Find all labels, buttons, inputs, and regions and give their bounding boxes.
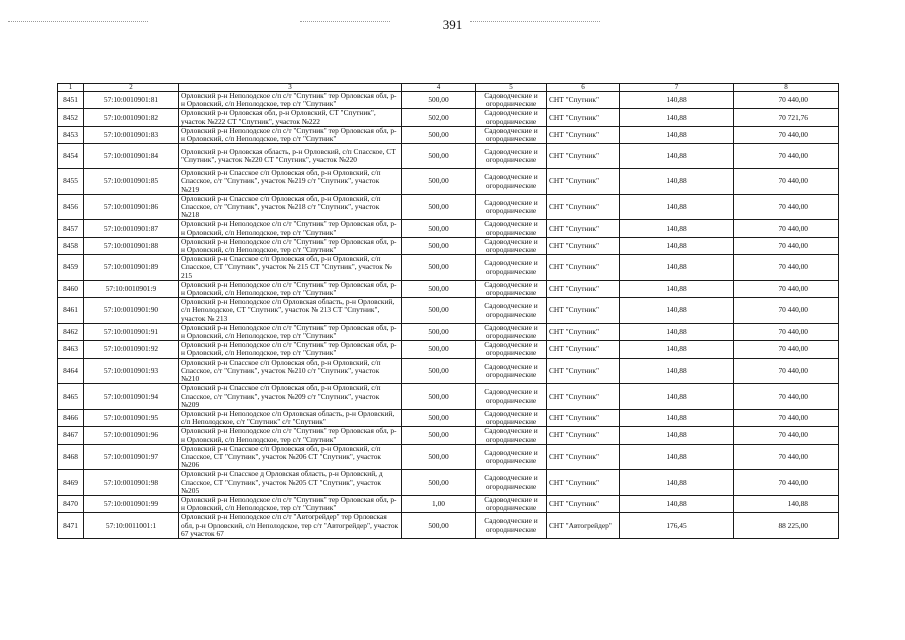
specific-value-cell: 140,88 — [620, 237, 734, 254]
row-number: 8460 — [58, 280, 84, 297]
row-number: 8467 — [58, 427, 84, 444]
land-use-cell: Садоводческие и огороднические — [476, 513, 547, 539]
cadastral-number: 57:10:0010901:82 — [84, 109, 179, 126]
land-use-cell: Садоводческие и огороднические — [476, 495, 547, 512]
area-cell: 500,00 — [402, 470, 476, 496]
address-cell: Орловский р-н Неполодское с/п с/т "Спутник" тер Орловская обл, р-н Орловский, с/п Неполодское, тер с/т "Спутник" — [179, 427, 402, 444]
cadastral-number: 57:10:0010901:9 — [84, 280, 179, 297]
col-header-3: 3 — [179, 84, 402, 92]
organization-cell: СНТ "Спутник" — [547, 323, 620, 340]
table-row — [58, 126, 839, 143]
land-use-cell: Садоводческие и огороднические — [476, 220, 547, 237]
cadastral-value-cell: 70 440,00 — [734, 323, 839, 340]
table-row — [58, 220, 839, 237]
row-number: 8461 — [58, 298, 84, 324]
area-cell: 500,00 — [402, 92, 476, 109]
cadastral-value-cell: 70 440,00 — [734, 280, 839, 297]
specific-value-cell: 140,88 — [620, 92, 734, 109]
organization-cell: СНТ "Спутник" — [547, 409, 620, 426]
col-header-1: 1 — [58, 84, 84, 92]
cadastral-number: 57:10:0010901:92 — [84, 341, 179, 358]
table-row — [58, 409, 839, 426]
area-cell: 500,00 — [402, 409, 476, 426]
row-number: 8468 — [58, 444, 84, 470]
cadastral-value-cell: 70 440,00 — [734, 144, 839, 169]
address-cell: Орловский р-н Спасское с/п Орловская обл, р-н Орловский, с/п Спасское, с/т "Спутник", участок №209 с/т "Спутник", участок №209 — [179, 384, 402, 410]
address-cell: Орловский р-н Неполодское с/п с/т "Автогрейдер" тер Орловская обл, р-н Орловский, с/п Неполодское, тер с/т "Автогрейдер", участок 67 участок 67 — [179, 513, 402, 539]
cadastral-value-cell: 70 440,00 — [734, 384, 839, 410]
specific-value-cell: 140,88 — [620, 298, 734, 324]
table-row — [58, 495, 839, 512]
specific-value-cell: 140,88 — [620, 495, 734, 512]
land-register-table — [57, 83, 839, 539]
area-cell: 500,00 — [402, 144, 476, 169]
row-number: 8462 — [58, 323, 84, 340]
specific-value-cell: 140,88 — [620, 323, 734, 340]
land-use-cell: Садоводческие и огороднические — [476, 444, 547, 470]
specific-value-cell: 140,88 — [620, 341, 734, 358]
address-cell: Орловский р-н Неполодское с/п с/т "Спутник" тер Орловская обл, р-н Орловский, с/п Неполодское, тер с/т "Спутник" — [179, 495, 402, 512]
row-number: 8464 — [58, 358, 84, 384]
land-use-cell: Садоводческие и огороднические — [476, 323, 547, 340]
specific-value-cell: 140,88 — [620, 126, 734, 143]
cadastral-value-cell: 70 440,00 — [734, 298, 839, 324]
cadastral-number: 57:10:0011001:1 — [84, 513, 179, 539]
area-cell: 500,00 — [402, 384, 476, 410]
land-use-cell: Садоводческие и огороднические — [476, 384, 547, 410]
area-cell: 500,00 — [402, 444, 476, 470]
address-cell: Орловский р-н Неполодское с/п с/т "Спутник" тер Орловская обл, р-н Орловский, с/п Неполодское, тер с/т "Спутник" — [179, 126, 402, 143]
land-use-cell: Садоводческие и огороднические — [476, 280, 547, 297]
area-cell: 500,00 — [402, 358, 476, 384]
table-row — [58, 109, 839, 126]
organization-cell: СНТ "Спутник" — [547, 92, 620, 109]
table-row — [58, 384, 839, 410]
organization-cell: СНТ "Спутник" — [547, 169, 620, 195]
area-cell: 500,00 — [402, 220, 476, 237]
address-cell: Орловский р-н Спасское с/п Орловская обл, р-н Орловский, с/п Спасское, СТ "Спутник", участок № 215 СТ "Спутник", участок № 215 — [179, 255, 402, 281]
column-number-row — [58, 84, 839, 92]
specific-value-cell: 140,88 — [620, 409, 734, 426]
table-row — [58, 427, 839, 444]
area-cell: 500,00 — [402, 427, 476, 444]
cadastral-number: 57:10:0010901:94 — [84, 384, 179, 410]
cadastral-number: 57:10:0010901:93 — [84, 358, 179, 384]
area-cell: 500,00 — [402, 298, 476, 324]
organization-cell: СНТ "Спутник" — [547, 358, 620, 384]
area-cell: 500,00 — [402, 280, 476, 297]
cadastral-value-cell: 70 440,00 — [734, 427, 839, 444]
area-cell: 500,00 — [402, 255, 476, 281]
land-use-cell: Садоводческие и огороднические — [476, 237, 547, 254]
cadastral-number: 57:10:0010901:97 — [84, 444, 179, 470]
address-cell: Орловский р-н Неполодское с/п с/т "Спутник" тер Орловская обл, р-н Орловский, с/п Неполодское, тер с/т "Спутник" — [179, 92, 402, 109]
col-header-2: 2 — [84, 84, 179, 92]
land-use-cell: Садоводческие и огороднические — [476, 341, 547, 358]
organization-cell: СНТ "Автогрейдер" — [547, 513, 620, 539]
cadastral-value-cell: 70 440,00 — [734, 126, 839, 143]
specific-value-cell: 140,88 — [620, 427, 734, 444]
cadastral-number: 57:10:0010901:99 — [84, 495, 179, 512]
cadastral-value-cell: 70 440,00 — [734, 470, 839, 496]
organization-cell: СНТ "Спутник" — [547, 427, 620, 444]
cadastral-number: 57:10:0010901:83 — [84, 126, 179, 143]
land-use-cell: Садоводческие и огороднические — [476, 255, 547, 281]
cadastral-number: 57:10:0010901:87 — [84, 220, 179, 237]
row-number: 8453 — [58, 126, 84, 143]
organization-cell: СНТ "Спутник" — [547, 298, 620, 324]
area-cell: 500,00 — [402, 194, 476, 220]
specific-value-cell: 140,88 — [620, 444, 734, 470]
table-row — [58, 341, 839, 358]
organization-cell: СНТ "Спутник" — [547, 280, 620, 297]
area-cell: 500,00 — [402, 323, 476, 340]
address-cell: Орловский р-н Спасское д Орловская область, р-н Орловский, д Спасское, СТ "Спутник", участок №205 СТ "Спутник", участок №205 — [179, 470, 402, 496]
page-number: 391 — [442, 17, 463, 32]
land-use-cell: Садоводческие и огороднические — [476, 194, 547, 220]
cadastral-value-cell: 70 721,76 — [734, 109, 839, 126]
organization-cell: СНТ "Спутник" — [547, 470, 620, 496]
area-cell: 500,00 — [402, 341, 476, 358]
table-row — [58, 280, 839, 297]
organization-cell: СНТ "Спутник" — [547, 384, 620, 410]
cadastral-number: 57:10:0010901:86 — [84, 194, 179, 220]
row-number: 8451 — [58, 92, 84, 109]
organization-cell: СНТ "Спутник" — [547, 237, 620, 254]
specific-value-cell: 140,88 — [620, 384, 734, 410]
cadastral-value-cell: 140,88 — [734, 495, 839, 512]
address-cell: Орловский р-н Спасское с/п Орловская обл, р-н Орловский, с/п Спасское, с/т "Спутник", участок №218 с/т "Спутник", участок №218 — [179, 194, 402, 220]
cadastral-number: 57:10:0010901:85 — [84, 169, 179, 195]
table-row — [58, 255, 839, 281]
row-number: 8469 — [58, 470, 84, 496]
col-header-6: 6 — [547, 84, 620, 92]
organization-cell: СНТ "Спутник" — [547, 341, 620, 358]
specific-value-cell: 140,88 — [620, 280, 734, 297]
specific-value-cell: 140,88 — [620, 144, 734, 169]
organization-cell: СНТ "Спутник" — [547, 126, 620, 143]
address-cell: Орловский р-н Неполодское с/п с/т "Спутник" тер Орловская обл, р-н Орловский, с/п Неполодское, тер с/т "Спутник" — [179, 323, 402, 340]
col-header-5: 5 — [476, 84, 547, 92]
table-row — [58, 144, 839, 169]
table-row — [58, 237, 839, 254]
row-number: 8455 — [58, 169, 84, 195]
col-header-4: 4 — [402, 84, 476, 92]
specific-value-cell: 176,45 — [620, 513, 734, 539]
table-row — [58, 358, 839, 384]
organization-cell: СНТ "Спутник" — [547, 255, 620, 281]
row-number: 8452 — [58, 109, 84, 126]
area-cell: 500,00 — [402, 237, 476, 254]
cadastral-number: 57:10:0010901:98 — [84, 470, 179, 496]
row-number: 8456 — [58, 194, 84, 220]
address-cell: Орловский р-н Спасское с/п Орловская обл, р-н Орловский, с/п Спасское, с/т "Спутник", участок №219 с/т "Спутник", участок №219 — [179, 169, 402, 195]
specific-value-cell: 140,88 — [620, 169, 734, 195]
table-row — [58, 92, 839, 109]
address-cell: Орловский р-н Неполодское с/п с/т "Спутник" тер Орловская обл, р-н Орловский, с/п Неполодское, тер с/т "Спутник" — [179, 220, 402, 237]
specific-value-cell: 140,88 — [620, 255, 734, 281]
land-use-cell: Садоводческие и огороднические — [476, 92, 547, 109]
col-header-7: 7 — [620, 84, 734, 92]
address-cell: Орловский р-н Спасское с/п Орловская обл, р-н Орловский, с/п Спасское, с/т "Спутник", участок №210 с/т "Спутник", участок №210 — [179, 358, 402, 384]
address-cell: Орловский р-н Орловская область, р-н Орловский, с/п Спасское, СТ "Спутник", участок №220 СТ "Спутник", участок №220 — [179, 144, 402, 169]
specific-value-cell: 140,88 — [620, 220, 734, 237]
cadastral-value-cell: 70 440,00 — [734, 169, 839, 195]
area-cell: 500,00 — [402, 513, 476, 539]
row-number: 8465 — [58, 384, 84, 410]
table-row — [58, 298, 839, 324]
organization-cell: СНТ "Спутник" — [547, 194, 620, 220]
land-use-cell: Садоводческие и огороднические — [476, 126, 547, 143]
row-number: 8457 — [58, 220, 84, 237]
area-cell: 500,00 — [402, 126, 476, 143]
area-cell: 1,00 — [402, 495, 476, 512]
table-row — [58, 194, 839, 220]
organization-cell: СНТ "Спутник" — [547, 444, 620, 470]
cadastral-value-cell: 70 440,00 — [734, 255, 839, 281]
table-row — [58, 470, 839, 496]
cadastral-number: 57:10:0010901:81 — [84, 92, 179, 109]
row-number: 8454 — [58, 144, 84, 169]
land-use-cell: Садоводческие и огороднические — [476, 169, 547, 195]
cadastral-number: 57:10:0010901:95 — [84, 409, 179, 426]
cadastral-value-cell: 70 440,00 — [734, 409, 839, 426]
cadastral-number: 57:10:0010901:91 — [84, 323, 179, 340]
address-cell: Орловский р-н Неполодское с/п с/т "Спутник" тер Орловская обл, р-н Орловский, с/п Неполодское, тер с/т "Спутник" — [179, 237, 402, 254]
address-cell: Орловский р-н Неполодское с/п с/т "Спутник" тер Орловская обл, р-н Орловский, с/п Неполодское, тер с/т "Спутник" — [179, 341, 402, 358]
land-use-cell: Садоводческие и огороднические — [476, 358, 547, 384]
row-number: 8471 — [58, 513, 84, 539]
specific-value-cell: 140,88 — [620, 358, 734, 384]
address-cell: Орловский р-н Неполодское с/п Орловская область, р-н Орловский, с/п Неполодское, с/т "Спутник" с/т "Спутник" — [179, 409, 402, 426]
row-number: 8470 — [58, 495, 84, 512]
cadastral-number: 57:10:0010901:90 — [84, 298, 179, 324]
cadastral-value-cell: 70 440,00 — [734, 194, 839, 220]
land-use-cell: Садоводческие и огороднические — [476, 409, 547, 426]
land-use-cell: Садоводческие и огороднические — [476, 144, 547, 169]
address-cell: Орловский р-н Орловская обл, р-н Орловский, СТ "Спутник", участок №222 СТ "Спутник", участок №222 — [179, 109, 402, 126]
row-number: 8463 — [58, 341, 84, 358]
organization-cell: СНТ "Спутник" — [547, 495, 620, 512]
organization-cell: СНТ "Спутник" — [547, 220, 620, 237]
table-row — [58, 323, 839, 340]
cadastral-value-cell: 70 440,00 — [734, 358, 839, 384]
address-cell: Орловский р-н Спасское с/п Орловская обл, р-н Орловский, с/п Спасское, СТ "Спутник", участок №206 СТ "Спутник", участок №206 — [179, 444, 402, 470]
address-cell: Орловский р-н Неполодское с/п Орловская область, р-н Орловский, с/п Неполодское, СТ "Спутник", участок № 213 СТ "Спутник", участок № 213 — [179, 298, 402, 324]
cadastral-number: 57:10:0010901:89 — [84, 255, 179, 281]
cadastral-value-cell: 70 440,00 — [734, 341, 839, 358]
cadastral-value-cell: 88 225,00 — [734, 513, 839, 539]
row-number: 8459 — [58, 255, 84, 281]
register-body — [58, 92, 839, 539]
organization-cell: СНТ "Спутник" — [547, 109, 620, 126]
cadastral-value-cell: 70 440,00 — [734, 92, 839, 109]
cadastral-value-cell: 70 440,00 — [734, 237, 839, 254]
organization-cell: СНТ "Спутник" — [547, 144, 620, 169]
table-row — [58, 444, 839, 470]
table-row — [58, 513, 839, 539]
cadastral-number: 57:10:0010901:88 — [84, 237, 179, 254]
cadastral-number: 57:10:0010901:84 — [84, 144, 179, 169]
land-use-cell: Садоводческие и огороднические — [476, 109, 547, 126]
land-use-cell: Садоводческие и огороднические — [476, 298, 547, 324]
land-use-cell: Садоводческие и огороднические — [476, 427, 547, 444]
specific-value-cell: 140,88 — [620, 470, 734, 496]
row-number: 8458 — [58, 237, 84, 254]
area-cell: 502,00 — [402, 109, 476, 126]
table-row — [58, 169, 839, 195]
specific-value-cell: 140,88 — [620, 194, 734, 220]
cadastral-value-cell: 70 440,00 — [734, 444, 839, 470]
address-cell: Орловский р-н Неполодское с/п с/т "Спутник" тер Орловская обл, р-н Орловский, с/п Неполодское, тер с/т "Спутник" — [179, 280, 402, 297]
cadastral-value-cell: 70 440,00 — [734, 220, 839, 237]
specific-value-cell: 140,88 — [620, 109, 734, 126]
land-use-cell: Садоводческие и огороднические — [476, 470, 547, 496]
area-cell: 500,00 — [402, 169, 476, 195]
cadastral-number: 57:10:0010901:96 — [84, 427, 179, 444]
col-header-8: 8 — [734, 84, 839, 92]
row-number: 8466 — [58, 409, 84, 426]
